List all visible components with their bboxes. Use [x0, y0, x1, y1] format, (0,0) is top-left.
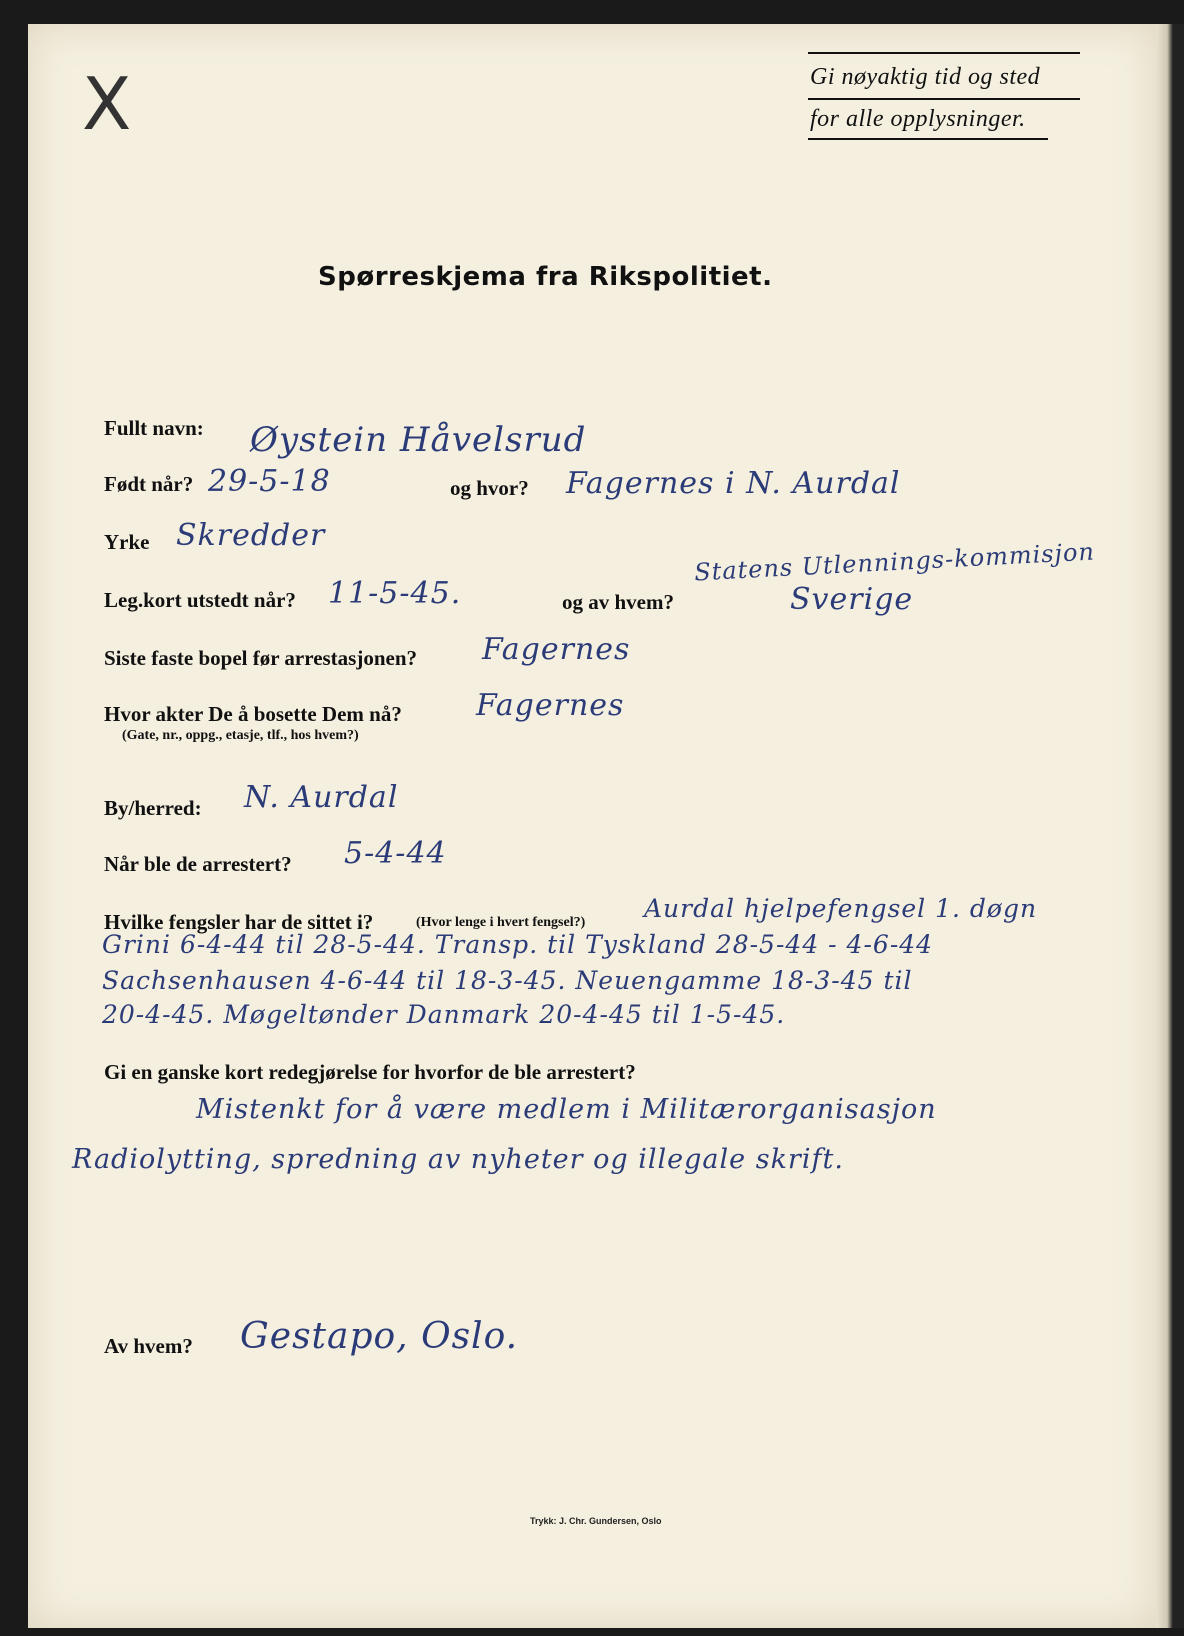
corner-x-mark: X	[82, 62, 133, 146]
label-siste-bopel: Siste faste bopel før arrestasjonen?	[104, 646, 418, 670]
note-line-1: Gi nøyaktig tid og sted	[810, 64, 1041, 90]
sublabel-bosette: (Gate, nr., oppg., etasje, tlf., hos hvem?)	[122, 728, 359, 743]
note-bottom-rule	[808, 138, 1048, 140]
sublabel-fengsler: (Hvor lenge i hvert fengsel?)	[416, 915, 586, 930]
scan-edge	[1156, 24, 1184, 1628]
value-og-av-hvem-line2: Sverige	[790, 582, 914, 617]
label-fodt-nar: Født når?	[104, 472, 194, 496]
value-bosette: Fagernes	[476, 688, 625, 723]
value-leg-kort: 11-5-45.	[328, 576, 462, 611]
value-yrke: Skredder	[176, 518, 326, 553]
label-bosette: Hvor akter De å bosette Dem nå?	[104, 702, 402, 726]
printer-imprint: Trykk: J. Chr. Gundersen, Oslo	[530, 1516, 662, 1526]
value-by-herred: N. Aurdal	[244, 780, 399, 815]
value-hvorfor-line1: Mistenkt for å være medlem i Militærorganisasjon	[196, 1094, 937, 1125]
note-line-2: for alle opplysninger.	[810, 106, 1026, 132]
label-fengsler: Hvilke fengsler har de sittet i?	[104, 910, 374, 934]
note-top-rule	[808, 52, 1080, 54]
value-av-hvem: Gestapo, Oslo.	[240, 1316, 519, 1357]
form-title: Spørreskjema fra Rikspolitiet.	[318, 262, 773, 292]
label-hvorfor: Gi en ganske kort redegjørelse for hvorfor de ble arrestert?	[104, 1060, 636, 1084]
label-arrestert: Når ble de arrestert?	[104, 852, 292, 876]
note-middle-rule	[808, 98, 1080, 100]
value-fullt-navn: Øystein Håvelsrud	[250, 420, 587, 460]
value-fengsler-line1: Grini 6-4-44 til 28-5-44. Transp. til Tyskland 28-5-44 - 4-6-44	[102, 930, 934, 959]
value-hvorfor-line2: Radiolytting, spredning av nyheter og illegale skrift.	[72, 1144, 844, 1175]
value-fodt-nar: 29-5-18	[208, 464, 331, 499]
value-arrestert: 5-4-44	[344, 836, 447, 871]
label-by-herred: By/herred:	[104, 796, 202, 820]
label-leg-kort: Leg.kort utstedt når?	[104, 588, 296, 612]
label-og-hvor: og hvor?	[450, 476, 529, 500]
value-og-hvor: Fagernes i N. Aurdal	[566, 466, 901, 501]
value-fengsler-line2: Sachsenhausen 4-6-44 til 18-3-45. Neuengamme 18-3-45 til	[102, 966, 913, 995]
value-fengsler-line0: Aurdal hjelpefengsel 1. døgn	[644, 894, 1038, 923]
label-og-av-hvem: og av hvem?	[562, 590, 674, 614]
value-siste-bopel: Fagernes	[482, 632, 631, 667]
label-av-hvem: Av hvem?	[104, 1334, 193, 1358]
label-yrke: Yrke	[104, 530, 150, 554]
value-og-av-hvem-line1: Statens Utlennings-kommisjon	[693, 537, 1096, 587]
label-fullt-navn: Fullt navn:	[104, 416, 204, 440]
value-fengsler-line3: 20-4-45. Møgeltønder Danmark 20-4-45 til 1-5-45.	[102, 1000, 786, 1029]
